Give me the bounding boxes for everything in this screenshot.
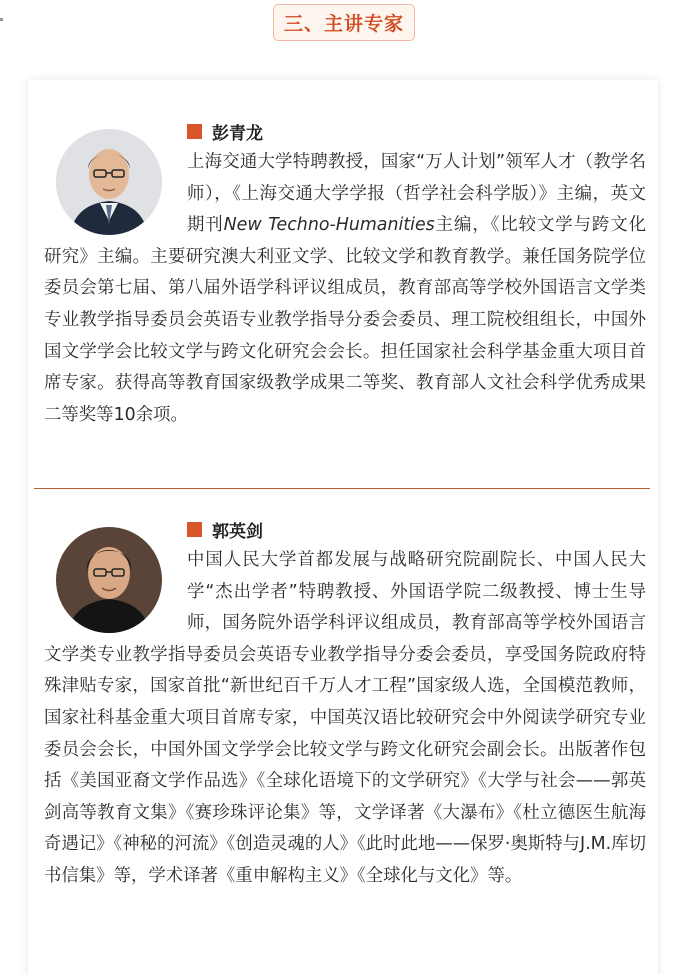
section-title: 三、主讲专家 — [273, 4, 415, 41]
section-divider — [34, 488, 650, 489]
square-marker-icon — [187, 522, 202, 537]
edge-dot — [0, 18, 3, 21]
expert-2-bio — [44, 545, 646, 893]
expert-1-bio — [44, 147, 646, 431]
expert-1-journal: New Techno-Humanities — [223, 215, 435, 236]
expert-1-name — [187, 119, 263, 143]
expert-2-name — [187, 517, 263, 541]
expert-2-name-text: 郭英剑 — [212, 521, 263, 542]
expert-1-bio-part1: 上海交通大学特聘教授，国家“万人计划”领军人才（教学名师），《上海交通大学学报（哲学社会科学版）》主编，英文期刊 — [187, 152, 646, 236]
square-marker-icon — [187, 124, 202, 139]
expert-2-bio-text: 中国人民大学首都发展与战略研究院副院长、中国人民大学“杰出学者”特聘教授、外国语学院二级教授、博士生导师，国务院外语学科评议组成员，教育部高等学校外国语言文学类专业教学指导委员会英语专业教学指导分委会委员，享受国务院政府特殊津贴专家，国家首批“新世纪百千万人才工程”国家级人选，全国模范教师，国家社科基金重大项目首席专家，中国英汉语比较研究会中外阅读学研究专业委员会会长，中国外国文学学会比较文学与跨文化研究会副会长。出版著作包括《美国亚裔文学作品选》《全球化语境下的文学研究》《大学与社会——郭英剑高等教育文集》《赛珍珠评论集》等，文学译著《大瀑布》《杜立德医生航海奇遇记》《神秘的河流》《创造灵魂的人》《此时此地——保罗·奥斯特与J.M.库切书信集》等，学术译著《重申解构主义》《全球化与文化》等。 — [44, 550, 646, 886]
expert-1-name-text: 彭青龙 — [212, 123, 263, 144]
expert-1-bio-part2: 主编，《比较文学与跨文化研究》主编。主要研究澳大利亚文学、比较文学和教育教学。兼任国务院学位委员会第七届、第八届外语学科评议组成员，教育部高等学校外国语言文学类专业教学指导委员会英语专业教学指导分委会委员、理工院校组组长，中国外国文学学会比较文学与跨文化研究会会长。担任国家社会科学基金重大项目首席专家。获得高等教育国家级教学成果二等奖、教育部人文社会科学优秀成果二等奖等10余项。 — [44, 215, 646, 425]
